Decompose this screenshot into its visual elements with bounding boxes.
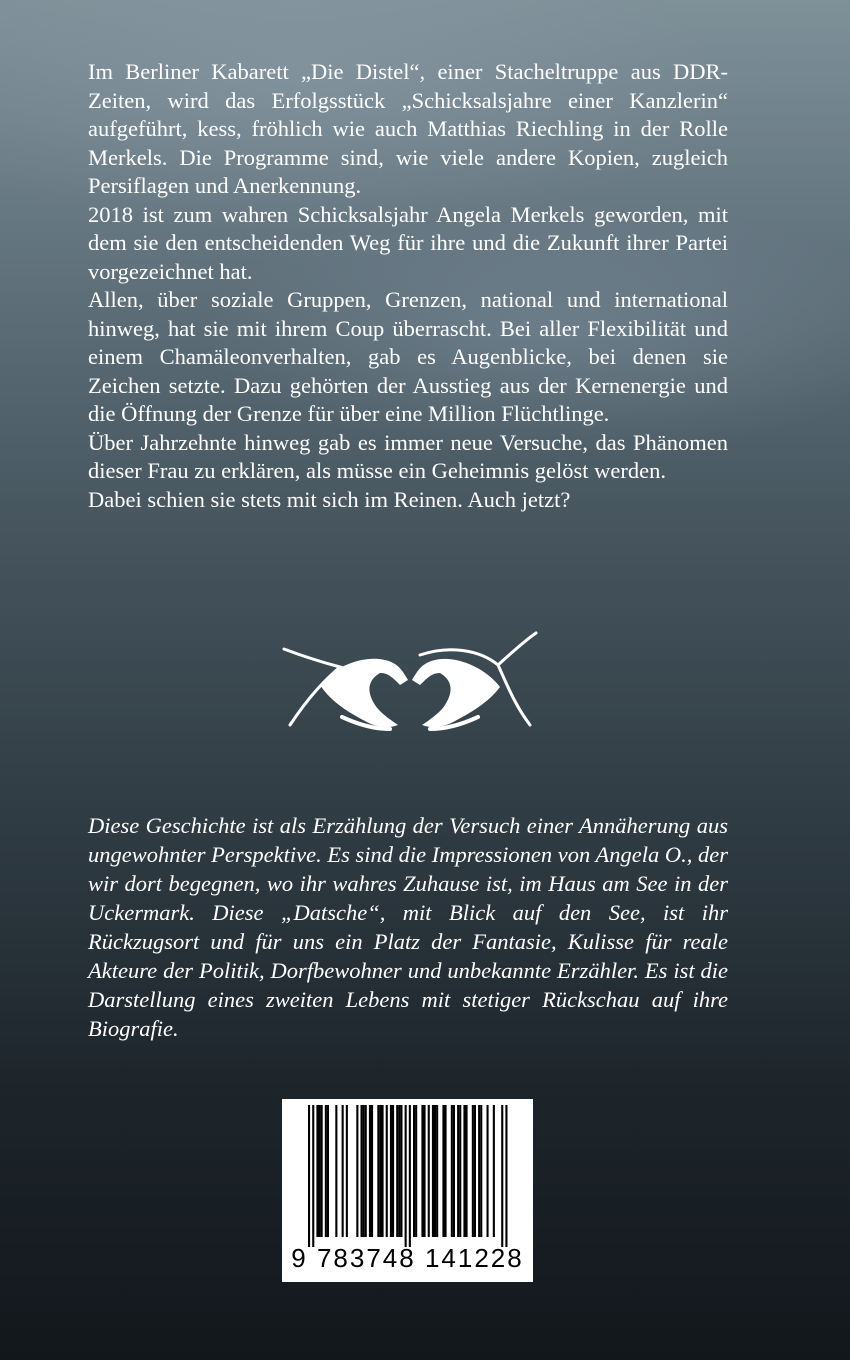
barcode-bar bbox=[434, 1105, 436, 1237]
barcode-bar bbox=[379, 1105, 381, 1237]
barcode-bar bbox=[436, 1105, 438, 1237]
barcode-bar bbox=[382, 1105, 384, 1237]
barcode-bar bbox=[442, 1105, 444, 1237]
barcode-bar bbox=[398, 1105, 400, 1237]
barcode-bar bbox=[478, 1105, 480, 1237]
summary-paragraph: Diese Geschichte ist als Erzählung der Versuch einer Annäherung aus ungewohnter Perspektive. Es sind die Impressionen von Angela O., der wir dort begegnen, wo ihr wahres Zuhause ist, im Haus am See in der Uckermark. Diese „Datsche“, mit Blick auf den See, ist ihr Rückzugsort und für uns ein Platz der Fantasie, Kulisse für reale Akteure der Politik, Dorfbewohner und unbekannte Erzähler. Es ist die Darstellung eines zweiten Lebens mit stetiger Rückschau auf ihre Biografie. bbox=[88, 813, 728, 1041]
barcode-bar bbox=[421, 1105, 423, 1237]
barcode-bar bbox=[501, 1105, 503, 1247]
barcode-bar bbox=[413, 1105, 415, 1237]
barcode-bar bbox=[480, 1105, 482, 1237]
barcode-bar bbox=[428, 1105, 430, 1237]
barcode-bar bbox=[493, 1105, 495, 1237]
isbn-barcode bbox=[282, 1099, 533, 1282]
intro-paragraph: Im Berliner Kabarett „Die Distel“, einer Stacheltruppe aus DDR-Zeiten, wird das Erfolgsstück „Schicksalsjahre einer Kanzlerin“ aufgeführt, kess, fröhlich wie auch Matthias Riechling in der Rolle Merkels. Die Programme sind, wie viele andere Kopien, zugleich Persiflagen und Anerkennung. bbox=[88, 59, 728, 198]
intro-paragraph: Dabei schien sie stets mit sich im Reinen. Auch jetzt? bbox=[88, 486, 571, 512]
barcode-bar bbox=[316, 1105, 318, 1237]
barcode-bar bbox=[342, 1105, 344, 1237]
barcode-bar bbox=[415, 1105, 417, 1237]
barcode-bar bbox=[377, 1105, 379, 1237]
barcode-bar bbox=[346, 1105, 348, 1237]
barcode-bar bbox=[321, 1105, 323, 1237]
barcode-bar bbox=[392, 1105, 394, 1237]
barcode-bar bbox=[405, 1105, 407, 1247]
barcode-bar bbox=[327, 1105, 329, 1237]
barcode-bar bbox=[371, 1105, 373, 1237]
intro-paragraph: 2018 ist zum wahren Schicksalsjahr Angela Merkels geworden, mit dem sie den entscheidenden Weg für ihre und die Zukunft ihrer Partei vorgezeichnet hat. bbox=[88, 201, 728, 284]
intro-paragraph: Über Jahrzehnte hinweg gab es immer neue Versuche, das Phänomen dieser Frau zu erklären, als müsse ein Geheimnis gelöst werden. bbox=[88, 429, 728, 483]
barcode-bars bbox=[282, 1099, 533, 1249]
barcode-bar bbox=[390, 1105, 392, 1237]
intro-text bbox=[88, 58, 728, 514]
summary-text bbox=[88, 811, 728, 1043]
barcode-bar bbox=[361, 1105, 363, 1237]
barcode-bar bbox=[451, 1105, 453, 1237]
barcode-bar bbox=[445, 1105, 447, 1237]
barcode-bar bbox=[369, 1105, 371, 1237]
barcode-bar bbox=[365, 1105, 367, 1237]
barcode-bar bbox=[424, 1105, 426, 1237]
barcode-bar bbox=[474, 1105, 476, 1237]
barcode-bar bbox=[466, 1105, 468, 1237]
barcode-bar bbox=[356, 1105, 358, 1237]
barcode-bar bbox=[386, 1105, 388, 1237]
barcode-bar bbox=[400, 1105, 402, 1237]
barcode-digits: 9 783748 141228 bbox=[291, 1243, 524, 1273]
barcode-bar bbox=[312, 1105, 314, 1247]
barcode-bar bbox=[472, 1105, 474, 1237]
barcode-bar bbox=[319, 1105, 321, 1237]
barcode-bar bbox=[505, 1105, 507, 1247]
barcode-bar bbox=[363, 1105, 365, 1237]
barcode-bar bbox=[453, 1105, 455, 1237]
barcode-bar bbox=[335, 1105, 337, 1237]
barcode-bar bbox=[432, 1105, 434, 1237]
barcode-bar bbox=[459, 1105, 461, 1237]
barcode-bar bbox=[308, 1105, 310, 1247]
barcode-bar bbox=[396, 1105, 398, 1237]
barcode-bar bbox=[325, 1105, 327, 1237]
merkel-raute-hands-icon bbox=[280, 625, 540, 745]
barcode-bar bbox=[487, 1105, 489, 1237]
barcode-bar bbox=[409, 1105, 411, 1247]
intro-paragraph: Allen, über soziale Gruppen, Grenzen, national und international hinweg, hat sie mit ihrem Coup überrascht. Bei aller Flexibilität und einem Chamäleonverhalten, gab es Augenblicke, bei denen sie Zeichen setzte. Dazu gehörten der Ausstieg aus der Kernenergie und die Öffnung der Grenze für über eine Million Flüchtlinge. bbox=[88, 287, 728, 426]
barcode-bar bbox=[457, 1105, 459, 1237]
barcode-bar bbox=[463, 1105, 465, 1237]
